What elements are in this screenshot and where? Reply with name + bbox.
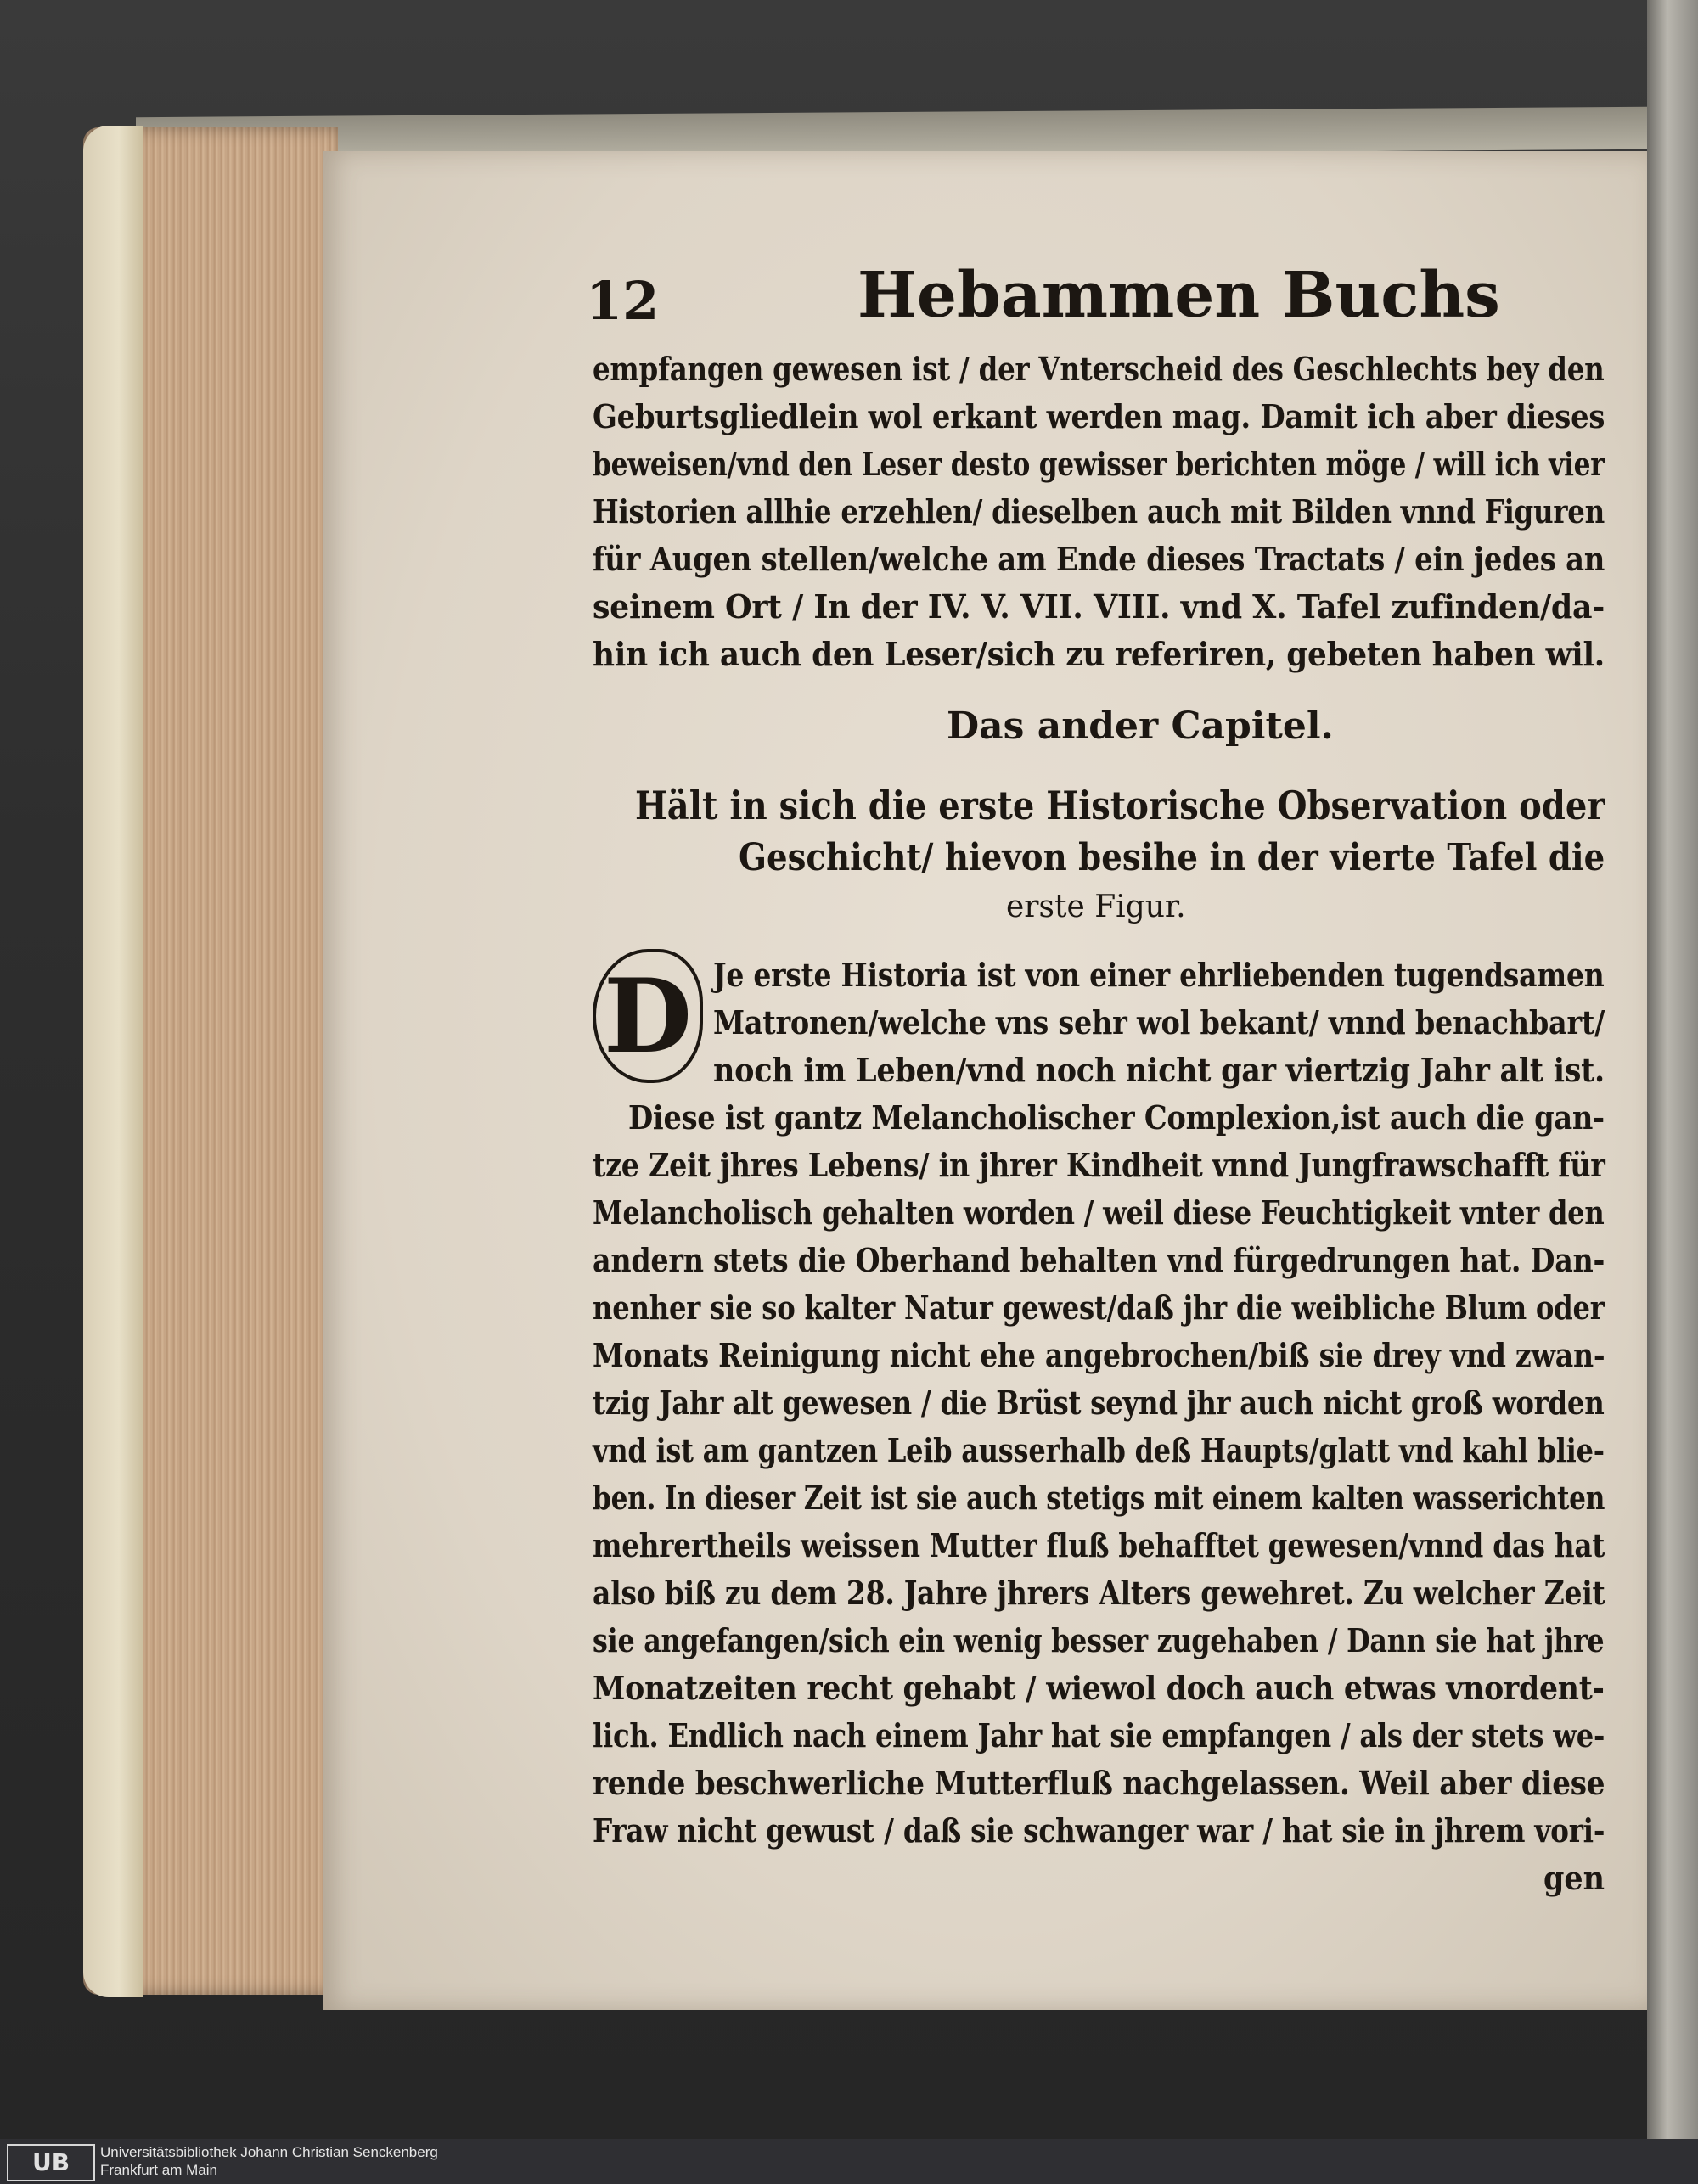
- library-location: Frankfurt am Main: [100, 2162, 217, 2178]
- library-footer: [0, 2139, 1698, 2184]
- library-logo: UB: [7, 2144, 95, 2181]
- text-line: Fraw nicht gewust / daß sie schwanger war / hat sie in jhrem vori-: [593, 1811, 1605, 1850]
- text-line: rende beschwerliche Mutterfluß nachgelassen. Weil aber diese: [593, 1764, 1605, 1802]
- page-number: 12: [586, 270, 660, 332]
- drop-cap-initial: D: [593, 949, 703, 1083]
- text-line: ben. In dieser Zeit ist sie auch stetigs mit einem kalten wasserichten: [593, 1479, 1605, 1517]
- running-head: Hebammen Buchs: [857, 259, 1500, 332]
- text-line: tzig Jahr alt gewesen / die Brüst seynd jhr auch nicht groß worden: [593, 1384, 1605, 1422]
- text-line: andern stets die Oberhand behalten vnd fürgedrungen hat. Dan-: [593, 1241, 1605, 1279]
- text-line: für Augen stellen/welche am Ende dieses Tractats / ein jedes an: [593, 540, 1605, 578]
- text-line: Monats Reinigung nicht ehe angebrochen/biß sie drey vnd zwan-: [593, 1336, 1605, 1374]
- text-line: tze Zeit jhres Lebens/ in jhrer Kindheit vnnd Jungfrawschafft für: [593, 1146, 1605, 1184]
- text-line: Melancholisch gehalten worden / weil diese Feuchtigkeit vnter den: [593, 1193, 1605, 1232]
- text-line: lich. Endlich nach einem Jahr hat sie empfangen / als der stets we-: [593, 1716, 1605, 1754]
- text-line: Matronen/welche vns sehr wol bekant/ vnnd benachbart/: [713, 1003, 1605, 1041]
- text-line: Monatzeiten recht gehabt / wiewol doch auch etwas vnordent-: [593, 1669, 1605, 1707]
- text-line: hin ich auch den Leser/sich zu referiren, gebeten haben wil.: [593, 635, 1605, 673]
- adjacent-page-edge: [1647, 0, 1698, 2139]
- section-heading-line: Hält in sich die erste Historische Observation oder: [635, 783, 1605, 828]
- text-line: vnd ist am gantzen Leib ausserhalb deß Haupts/glatt vnd kahl blie-: [593, 1431, 1605, 1469]
- book-cover-spine: [83, 126, 143, 1997]
- text-line: beweisen/vnd den Leser desto gewisser berichten möge / will ich vier: [593, 445, 1605, 483]
- library-name: Universitätsbibliothek Johann Christian Senckenberg: [100, 2144, 438, 2160]
- text-line: Historien allhie erzehlen/ dieselben auch mit Bilden vnnd Figuren: [593, 492, 1605, 531]
- text-line: Geburtsgliedlein wol erkant werden mag. Damit ich aber dieses: [593, 397, 1605, 435]
- text-line: sie angefangen/sich ein wenig besser zugehaben / Dann sie hat jhre: [593, 1621, 1605, 1659]
- text-line: nenher sie so kalter Natur gewest/daß jhr die weibliche Blum oder: [593, 1289, 1605, 1327]
- section-heading-line: erste Figur.: [1006, 890, 1186, 924]
- chapter-title: Das ander Capitel.: [947, 705, 1334, 748]
- text-line: Diese ist gantz Melancholischer Complexion,ist auch die gan-: [628, 1098, 1605, 1137]
- text-line: Je erste Historia ist von einer ehrliebenden tugendsamen: [713, 956, 1605, 994]
- text-line: also biß zu dem 28. Jahre jhrers Alters gewehret. Zu welcher Zeit: [593, 1574, 1605, 1612]
- section-heading-line: Geschicht/ hievon besihe in der vierte Tafel die: [739, 836, 1605, 879]
- catchword: gen: [1543, 1859, 1605, 1897]
- text-line: seinem Ort / In der IV. V. VII. VIII. vnd X. Tafel zufinden/da-: [593, 587, 1605, 626]
- text-line: noch im Leben/vnd noch nicht gar viertzig Jahr alt ist.: [713, 1051, 1605, 1089]
- text-line: mehrertheils weissen Mutter fluß behafftet gewesen/vnnd das hat: [593, 1526, 1605, 1564]
- text-line: empfangen gewesen ist / der Vnterscheid des Geschlechts bey den: [593, 350, 1605, 388]
